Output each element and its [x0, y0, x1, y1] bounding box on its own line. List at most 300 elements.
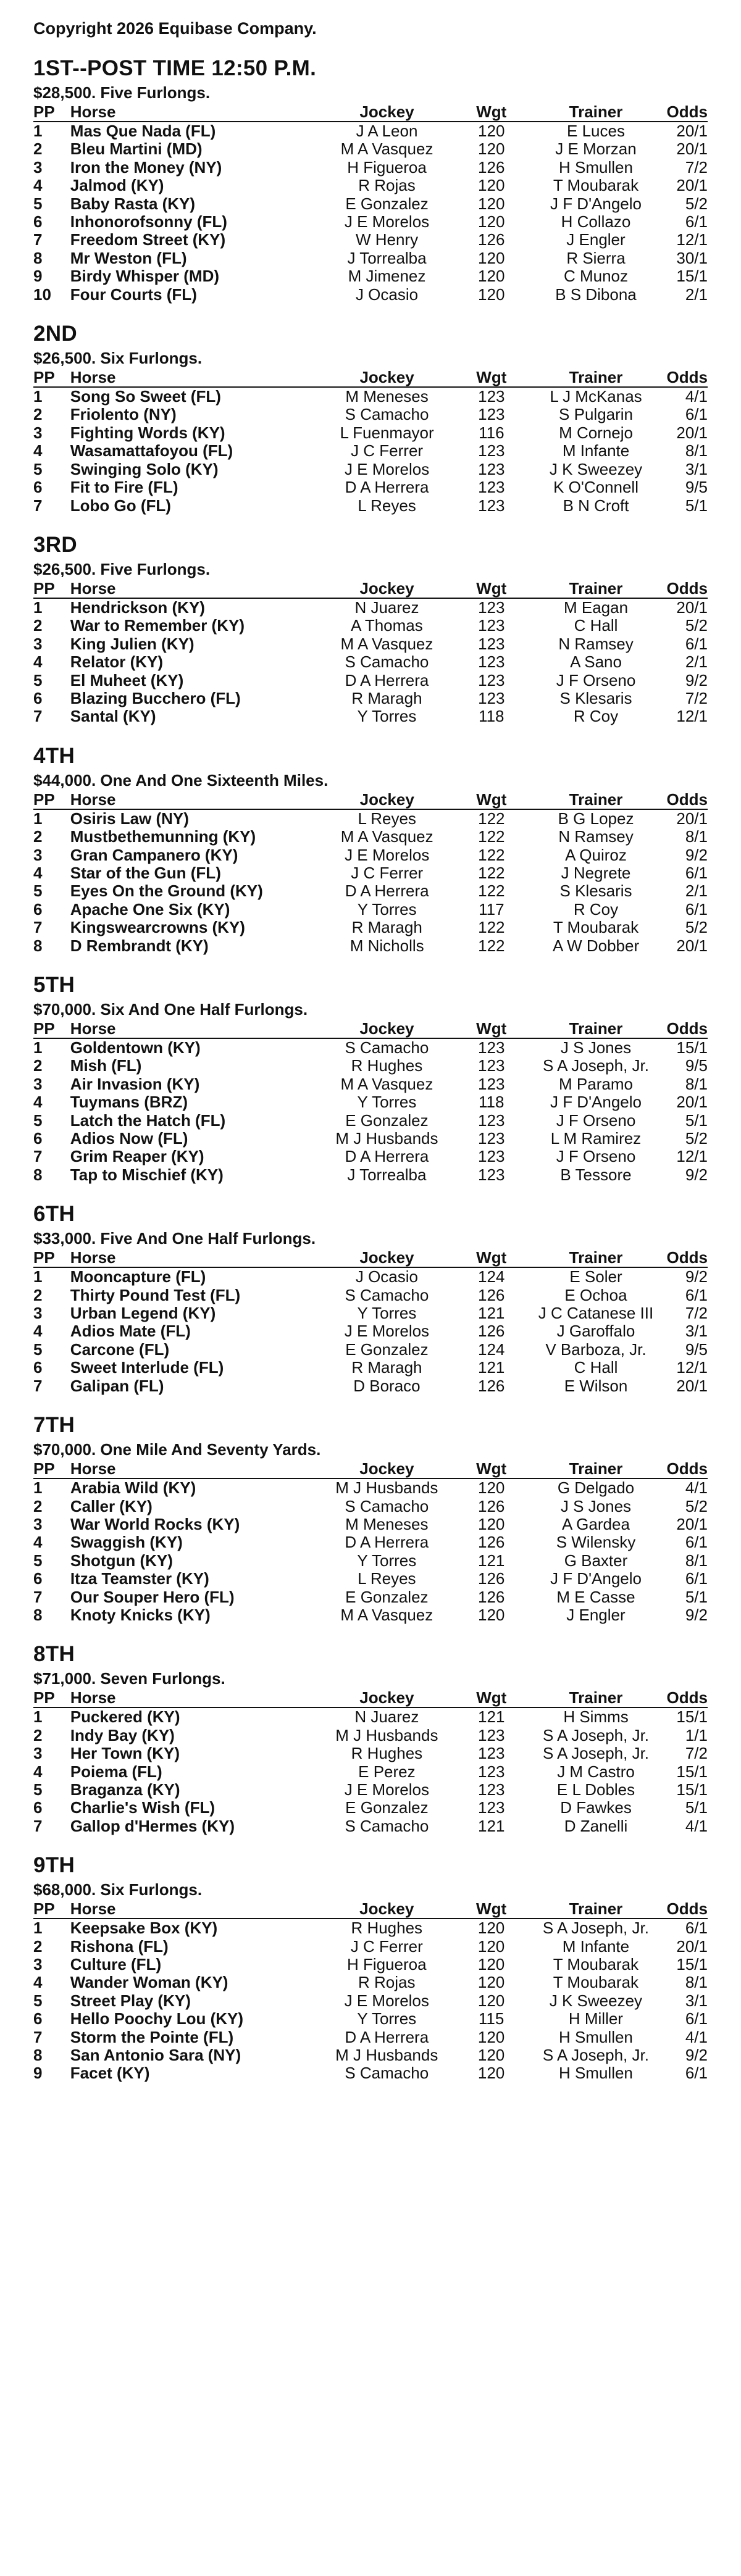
entry-odds: 6/1	[685, 2009, 708, 2028]
entry-horse: Goldentown (KY)	[70, 1038, 201, 1057]
race-card	[33, 531, 708, 726]
entry-jockey: S Camacho	[345, 1816, 429, 1835]
entry-odds: 8/1	[685, 1973, 708, 1992]
race-card	[33, 1640, 708, 1835]
table-row	[33, 1304, 708, 1322]
entry-jockey: M Jimenez	[348, 267, 426, 286]
table-row	[33, 1322, 708, 1340]
table-row	[33, 1075, 708, 1093]
entry-jockey: R Maragh	[351, 688, 422, 707]
race-card	[33, 742, 708, 955]
entry-odds: 4/1	[685, 387, 708, 406]
entry-jockey: R Maragh	[351, 918, 422, 937]
entry-weight: 121	[478, 1707, 505, 1727]
entry-pp: 8	[33, 1165, 43, 1184]
entry-pp: 2	[33, 1056, 43, 1075]
entry-weight: 123	[478, 478, 505, 497]
entry-pp: 6	[33, 1358, 43, 1377]
table-row	[33, 1166, 708, 1184]
entry-jockey: J E Morelos	[344, 212, 430, 231]
entry-odds: 5/2	[685, 1496, 708, 1515]
race-title: 2ND	[33, 322, 77, 346]
table-row	[33, 249, 708, 267]
entry-jockey: Y Torres	[357, 899, 417, 919]
table-row	[33, 177, 708, 194]
table-row	[33, 1112, 708, 1130]
race-card	[33, 1200, 708, 1395]
entry-horse: Eyes On the Ground (KY)	[70, 882, 263, 901]
entries-table	[33, 790, 708, 955]
entry-odds: 3/1	[685, 1991, 708, 2010]
entry-trainer: J F Orseno	[556, 1111, 636, 1130]
entry-trainer: S Klesaris	[559, 688, 632, 707]
entry-pp: 5	[33, 459, 43, 478]
header-wgt: Wgt	[458, 1459, 525, 1478]
entry-jockey: R Rojas	[358, 1973, 416, 1992]
entry-jockey: J Ocasio	[355, 1267, 418, 1286]
entry-pp: 3	[33, 157, 43, 177]
entry-odds: 8/1	[685, 441, 708, 461]
entry-jockey: Y Torres	[357, 1304, 417, 1323]
entry-pp: 7	[33, 1587, 43, 1606]
entry-pp: 2	[33, 405, 43, 424]
entries-table	[33, 1459, 708, 1624]
entry-horse: Air Invasion (KY)	[70, 1074, 200, 1093]
header-wgt: Wgt	[458, 368, 525, 387]
entry-odds: 4/1	[685, 1816, 708, 1835]
entry-trainer: S A Joseph, Jr.	[543, 1744, 650, 1763]
table-row	[33, 1057, 708, 1075]
entry-horse: Apache One Six (KY)	[70, 899, 230, 919]
table-row	[33, 864, 708, 882]
entry-horse: War to Remember (KY)	[70, 616, 245, 635]
entry-trainer: N Ramsey	[558, 827, 634, 846]
entry-trainer: H Smullen	[558, 2027, 633, 2046]
entry-trainer: J F D'Angelo	[550, 194, 642, 213]
entry-jockey: N Juarez	[354, 598, 419, 617]
entry-jockey: E Perez	[358, 1762, 416, 1781]
entry-weight: 123	[478, 1798, 505, 1817]
entry-odds: 6/1	[685, 2064, 708, 2083]
entry-trainer: A W Dobber	[552, 936, 640, 955]
entry-weight: 118	[479, 1093, 504, 1112]
entry-jockey: D A Herrera	[345, 478, 429, 497]
entry-jockey: M Nicholls	[350, 936, 424, 955]
entry-weight: 122	[478, 918, 505, 937]
entry-horse: Wander Woman (KY)	[70, 1973, 228, 1992]
entry-horse: Swaggish (KY)	[70, 1533, 183, 1552]
entry-odds: 4/1	[685, 2027, 708, 2046]
entry-weight: 120	[478, 194, 505, 213]
entry-horse: Gallop d'Hermes (KY)	[70, 1816, 235, 1835]
entry-horse: Keepsake Box (KY)	[70, 1919, 218, 1938]
entries-table	[33, 579, 708, 726]
entry-pp: 2	[33, 616, 43, 635]
entry-pp: 6	[33, 478, 43, 497]
entry-horse: Our Souper Hero (FL)	[70, 1587, 235, 1606]
entry-jockey: J E Morelos	[344, 459, 430, 478]
table-row	[33, 1359, 708, 1377]
entry-horse: Galipan (FL)	[70, 1376, 164, 1395]
entry-horse: War World Rocks (KY)	[70, 1514, 240, 1533]
header-jockey: Jockey	[316, 1019, 458, 1038]
table-row	[33, 1992, 708, 2010]
header-trainer: Trainer	[525, 1899, 666, 1919]
entry-weight: 120	[478, 285, 505, 304]
table-row	[33, 882, 708, 900]
table-row	[33, 1588, 708, 1606]
entry-trainer: J Garoffalo	[556, 1322, 635, 1341]
entry-weight: 123	[478, 1725, 505, 1744]
entry-trainer: B S Dibona	[555, 285, 637, 304]
entry-jockey: Y Torres	[357, 707, 417, 726]
entry-weight: 123	[478, 405, 505, 424]
table-row	[33, 213, 708, 231]
table-row	[33, 598, 708, 617]
entry-weight: 126	[478, 1376, 505, 1395]
entry-jockey: D A Herrera	[345, 670, 429, 690]
entry-weight: 123	[478, 387, 505, 406]
entry-weight: 115	[478, 2009, 504, 2028]
race-card	[33, 1851, 708, 2083]
entry-pp: 7	[33, 2027, 43, 2046]
entry-odds: 12/1	[676, 230, 708, 249]
entry-trainer: E Ochoa	[564, 1285, 627, 1304]
entry-pp: 6	[33, 899, 43, 919]
entry-trainer: M E Casse	[556, 1587, 635, 1606]
entry-trainer: J F Orseno	[556, 1147, 636, 1166]
entry-weight: 120	[477, 1514, 505, 1533]
header-pp: PP	[33, 579, 70, 598]
table-row	[33, 1956, 708, 1974]
entry-pp: 7	[33, 707, 43, 726]
table-row	[33, 919, 708, 936]
entry-odds: 30/1	[676, 248, 708, 267]
entry-odds: 5/1	[685, 1587, 708, 1606]
entry-weight: 122	[478, 936, 505, 955]
entry-jockey: L Reyes	[358, 1569, 416, 1588]
entry-jockey: M A Vasquez	[340, 827, 433, 846]
entry-horse: Santal (KY)	[70, 707, 156, 726]
entry-trainer: C Munoz	[563, 267, 629, 286]
entry-pp: 6	[33, 1129, 43, 1148]
entry-jockey: L Fuenmayor	[340, 423, 434, 442]
entry-trainer: R Coy	[573, 899, 619, 919]
entry-horse: Urban Legend (KY)	[70, 1304, 216, 1323]
entry-trainer: E Luces	[567, 122, 625, 140]
entry-trainer: N Ramsey	[558, 634, 634, 653]
header-jockey: Jockey	[316, 368, 458, 387]
entry-weight: 120	[477, 1478, 505, 1498]
table-row	[33, 387, 708, 406]
entry-jockey: R Hughes	[351, 1744, 423, 1763]
entry-horse: Freedom Street (KY)	[70, 230, 226, 249]
table-row	[33, 1533, 708, 1551]
entry-trainer: S A Joseph, Jr.	[542, 1919, 649, 1938]
entry-weight: 121	[477, 1551, 505, 1570]
header-horse: Horse	[70, 1248, 316, 1267]
entry-trainer: J E Morzan	[555, 140, 637, 159]
entry-trainer: B G Lopez	[558, 809, 634, 828]
header-horse: Horse	[70, 1688, 316, 1707]
entry-jockey: E Gonzalez	[345, 1798, 429, 1817]
header-odds: Odds	[666, 368, 708, 387]
entry-horse: Culture (FL)	[70, 1955, 162, 1974]
entry-trainer: A Quiroz	[565, 845, 627, 864]
entry-horse: Osiris Law (NY)	[70, 809, 189, 828]
entry-odds: 6/1	[685, 899, 708, 919]
header-trainer: Trainer	[525, 1459, 666, 1478]
header-wgt: Wgt	[458, 1248, 525, 1267]
entry-pp: 9	[33, 2064, 43, 2083]
table-row	[33, 707, 708, 725]
entry-horse: Kingswearcrowns (KY)	[70, 918, 245, 937]
entry-weight: 126	[478, 1322, 505, 1341]
table-row	[33, 286, 708, 304]
entry-pp: 6	[33, 212, 43, 231]
table-row	[33, 1148, 708, 1165]
entry-trainer: E Soler	[569, 1267, 622, 1286]
entry-odds: 9/5	[685, 478, 708, 497]
entry-jockey: M J Husbands	[335, 1725, 438, 1744]
entry-weight: 123	[478, 459, 505, 478]
entry-weight: 123	[478, 1038, 505, 1057]
table-row	[33, 1781, 708, 1799]
entry-horse: Poiema (FL)	[70, 1762, 162, 1781]
table-row	[33, 406, 708, 423]
race-title: 9TH	[33, 1853, 75, 1878]
entry-jockey: Y Torres	[357, 2009, 417, 2028]
entry-jockey: E Gonzalez	[345, 1340, 429, 1359]
entry-pp: 2	[33, 1936, 43, 1956]
table-row	[33, 1267, 708, 1286]
entry-trainer: S A Joseph, Jr.	[543, 1725, 650, 1744]
entry-weight: 123	[478, 616, 505, 635]
entry-jockey: S Camacho	[345, 2064, 429, 2083]
entry-odds: 7/2	[685, 1304, 708, 1323]
entry-trainer: C Hall	[574, 1358, 618, 1377]
table-row	[33, 1707, 708, 1726]
table-row	[33, 1286, 708, 1304]
entry-pp: 7	[33, 1816, 43, 1835]
entry-pp: 2	[33, 827, 43, 846]
entry-horse: Mustbethemunning (KY)	[70, 827, 256, 846]
entry-odds: 9/2	[685, 1165, 708, 1184]
entry-weight: 123	[478, 634, 505, 653]
entry-horse: Tap to Mischief (KY)	[70, 1165, 224, 1184]
table-row	[33, 461, 708, 478]
entry-weight: 124	[478, 1340, 505, 1359]
entry-jockey: R Hughes	[351, 1919, 423, 1938]
header-pp: PP	[33, 1248, 70, 1267]
table-row	[33, 2010, 708, 2028]
entry-horse: El Muheet (KY)	[70, 670, 184, 690]
entry-weight: 122	[478, 827, 505, 846]
entry-weight: 120	[478, 248, 505, 267]
entry-trainer: E Wilson	[564, 1376, 628, 1395]
entry-horse: Fighting Words (KY)	[70, 423, 225, 442]
entry-horse: Knoty Knicks (KY)	[70, 1605, 211, 1624]
top-spacer	[33, 0, 708, 16]
entry-trainer: M Cornejo	[559, 423, 633, 442]
entry-odds: 6/1	[685, 863, 708, 882]
table-row	[33, 1038, 708, 1057]
header-wgt: Wgt	[458, 1899, 525, 1919]
entry-horse: Grim Reaper (KY)	[70, 1147, 204, 1166]
entry-odds: 20/1	[676, 1514, 708, 1533]
entry-odds: 9/5	[685, 1340, 708, 1359]
entry-horse: Arabia Wild (KY)	[70, 1478, 196, 1498]
entry-weight: 126	[478, 230, 505, 249]
entry-pp: 1	[33, 1707, 43, 1727]
table-row	[33, 1799, 708, 1817]
entry-jockey: D A Herrera	[345, 1533, 429, 1552]
entry-pp: 1	[33, 1038, 43, 1057]
entry-pp: 10	[33, 285, 51, 304]
header-odds: Odds	[666, 1899, 708, 1919]
entry-horse: Storm the Pointe (FL)	[70, 2027, 234, 2046]
entry-odds: 15/1	[676, 1780, 708, 1799]
entry-jockey: N Juarez	[354, 1707, 419, 1727]
entries-header-row	[33, 1459, 708, 1478]
header-odds: Odds	[666, 578, 708, 598]
entry-jockey: E Gonzalez	[345, 1111, 429, 1130]
table-row	[33, 478, 708, 496]
entry-jockey: S Camacho	[345, 405, 429, 424]
entry-odds: 5/2	[685, 1129, 708, 1148]
entries-header-row	[33, 368, 708, 387]
entry-weight: 120	[477, 1973, 505, 1992]
entry-jockey: D A Herrera	[345, 882, 429, 901]
entry-odds: 9/5	[685, 1056, 708, 1075]
entry-horse: King Julien (KY)	[70, 634, 195, 653]
entry-pp: 1	[33, 1478, 43, 1498]
entry-weight: 121	[478, 1304, 505, 1323]
header-jockey: Jockey	[316, 1459, 458, 1478]
table-row	[33, 231, 708, 249]
entry-pp: 1	[33, 598, 43, 617]
entry-horse: Baby Rasta (KY)	[70, 194, 196, 213]
entry-weight: 116	[479, 423, 504, 442]
entry-trainer: S Klesaris	[559, 882, 632, 901]
entry-pp: 5	[33, 1780, 43, 1799]
entry-pp: 6	[33, 1569, 43, 1588]
entry-pp: 5	[33, 882, 43, 901]
entry-pp: 3	[33, 1304, 43, 1323]
header-pp: PP	[33, 102, 70, 122]
entry-pp: 2	[33, 1285, 43, 1304]
entry-trainer: S Wilensky	[556, 1533, 636, 1552]
entry-horse: Bleu Martini (MD)	[70, 140, 203, 159]
entry-odds: 9/2	[685, 1605, 708, 1624]
entry-pp: 1	[33, 1919, 43, 1938]
entry-jockey: S Camacho	[345, 1496, 429, 1515]
table-row	[33, 653, 708, 671]
entry-jockey: J Torrealba	[347, 248, 427, 267]
entry-odds: 15/1	[676, 1707, 708, 1727]
entry-pp: 3	[33, 1955, 43, 1974]
entry-odds: 7/2	[685, 688, 708, 707]
entry-jockey: W Henry	[355, 230, 419, 249]
entry-trainer: G Delgado	[557, 1478, 635, 1498]
entry-odds: 9/2	[685, 2046, 708, 2065]
entry-horse: Birdy Whisper (MD)	[70, 267, 220, 286]
entry-pp: 6	[33, 1798, 43, 1817]
header-horse: Horse	[70, 790, 317, 809]
race-title: 8TH	[33, 1642, 75, 1667]
entry-trainer: J S Jones	[560, 1038, 632, 1057]
entry-jockey: D A Herrera	[345, 2027, 429, 2046]
entry-odds: 6/1	[685, 1533, 708, 1552]
entry-trainer: H Smullen	[558, 2064, 633, 2083]
entry-trainer: M Infante	[562, 1936, 630, 1956]
entry-pp: 3	[33, 423, 43, 442]
entry-pp: 4	[33, 1973, 43, 1992]
entry-pp: 3	[33, 634, 43, 653]
entry-pp: 7	[33, 230, 43, 249]
entry-horse: Fit to Fire (FL)	[70, 478, 178, 497]
entry-horse: Charlie's Wish (FL)	[70, 1798, 216, 1817]
entry-jockey: J E Morelos	[345, 845, 430, 864]
entry-odds: 20/1	[676, 140, 708, 159]
entry-jockey: Y Torres	[357, 1093, 417, 1112]
entry-pp: 7	[33, 1147, 43, 1166]
entry-jockey: D A Herrera	[345, 1147, 429, 1166]
entry-horse: Sweet Interlude (FL)	[70, 1358, 224, 1377]
table-row	[33, 1744, 708, 1762]
entry-odds: 6/1	[685, 1285, 708, 1304]
entry-pp: 3	[33, 1074, 43, 1093]
entry-pp: 5	[33, 670, 43, 690]
race-list	[33, 54, 708, 2083]
entry-jockey: L Reyes	[358, 809, 416, 828]
entry-jockey: H Figueroa	[346, 1955, 427, 1974]
entry-trainer: H Collazo	[561, 212, 631, 231]
header-horse: Horse	[70, 1019, 316, 1038]
header-horse: Horse	[70, 102, 316, 122]
entries-header-row	[33, 790, 708, 809]
race-card	[33, 971, 708, 1184]
race-card	[33, 1411, 708, 1624]
entry-odds: 8/1	[685, 827, 708, 846]
entries-table	[33, 1019, 708, 1184]
entry-odds: 20/1	[676, 809, 708, 828]
entry-odds: 5/1	[685, 1111, 708, 1130]
entry-odds: 4/1	[685, 1478, 708, 1498]
entry-jockey: J E Morelos	[344, 1780, 429, 1799]
entry-odds: 12/1	[676, 707, 708, 726]
entry-horse: Shotgun (KY)	[70, 1551, 173, 1570]
entry-jockey: Y Torres	[357, 1551, 417, 1570]
entry-trainer: M Paramo	[559, 1074, 633, 1093]
entry-pp: 8	[33, 936, 43, 955]
entry-pp: 7	[33, 918, 43, 937]
header-pp: PP	[33, 1899, 70, 1919]
entry-jockey: J Torrealba	[347, 1165, 427, 1184]
header-odds: Odds	[666, 1248, 708, 1267]
entry-jockey: J Ocasio	[355, 285, 419, 304]
entry-horse: Her Town (KY)	[70, 1744, 180, 1763]
entry-jockey: S Camacho	[345, 652, 429, 672]
entry-weight: 122	[478, 845, 505, 864]
entry-horse: Mooncapture (FL)	[70, 1267, 206, 1286]
entry-trainer: M Eagan	[563, 598, 629, 617]
entry-odds: 7/2	[685, 1744, 708, 1763]
entry-horse: Carcone (FL)	[70, 1340, 170, 1359]
entry-jockey: A Thomas	[351, 616, 423, 635]
entry-weight: 124	[478, 1267, 505, 1286]
race-title: 6TH	[33, 1202, 75, 1227]
